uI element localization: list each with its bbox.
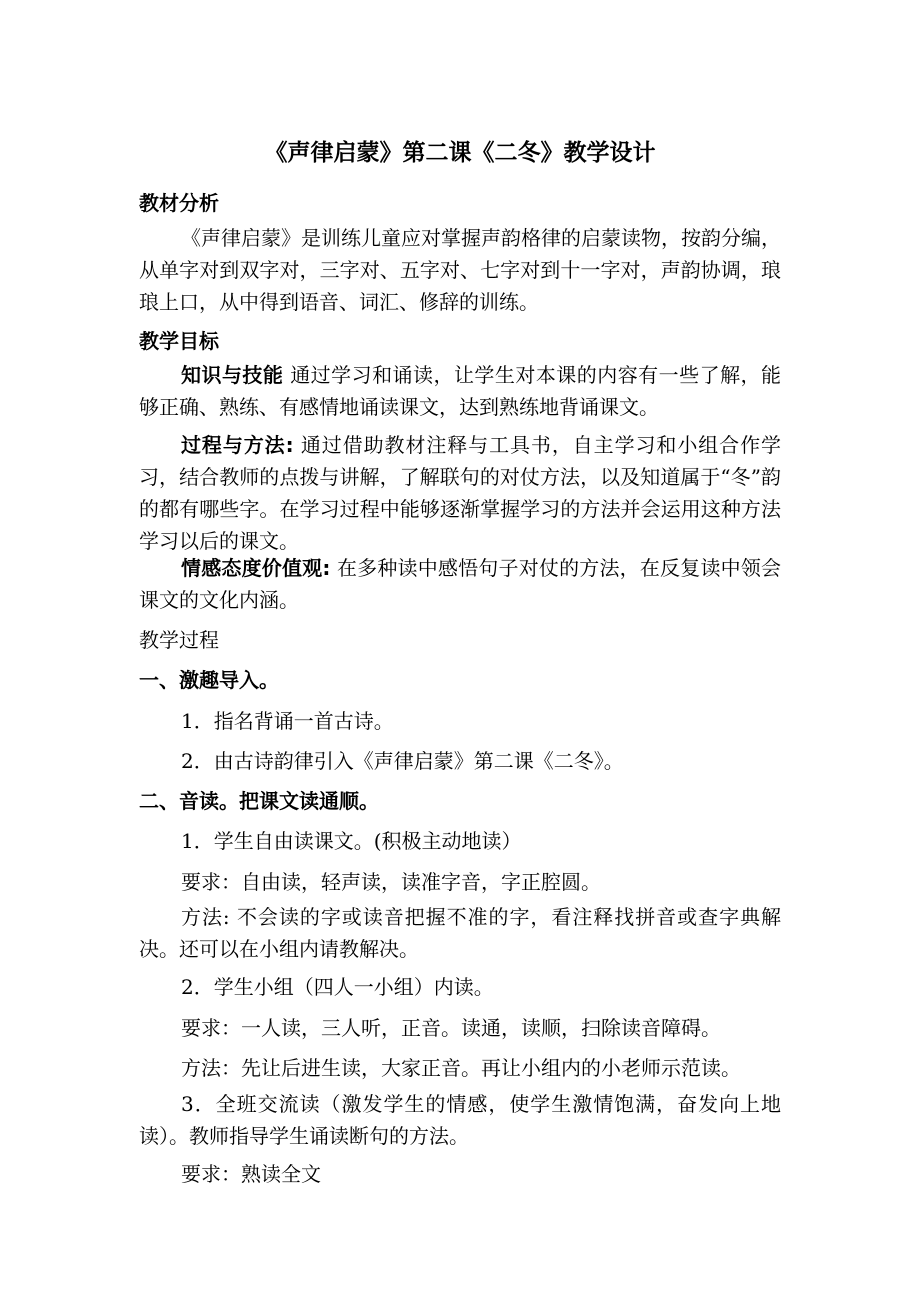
material-paragraph: 《声律启蒙》是训练儿童应对掌握声韵格律的启蒙读物，按韵分编，从单字对到双字对，三字对、五字对、七字对到十一字对，声韵协调，琅琅上口，从中得到语音、词汇、修辞的训练。 <box>139 226 781 314</box>
goal-process-paragraph <box>139 429 781 557</box>
part2-item-1: 1．学生自由读课文。(积极主动地读） <box>181 829 522 853</box>
goal-process-text: 通过借助教材注释与工具书，自主学习和小组合作学习，结合教师的点拨与讲解，了解联句的对仗方法，以及知道属于“冬”韵的都有哪些字。在学习过程中能够逐渐掌握学习的方法并会运用这种方法学习以后的课文。 <box>139 433 782 553</box>
document-title: 《声律启蒙》第二课《二冬》教学设计 <box>264 140 656 166</box>
section-heading-goals: 教学目标 <box>139 329 219 353</box>
part2-item-1-method: 方法: 不会读的字或读音把握不准的字，看注释找拼音或查字典解决。还可以在小组内请教解决。 <box>139 905 781 961</box>
part2-item-2-method: 方法：先让后进生读，大家正音。再让小组内的小老师示范读。 <box>181 1056 741 1080</box>
goal-knowledge-label: 知识与技能 <box>181 363 284 387</box>
goal-process-label: 过程与方法: <box>181 433 294 457</box>
part1-item-1: 1．指名背诵一首古诗。 <box>181 709 394 733</box>
part1-heading: 一、激趣导入。 <box>139 668 279 692</box>
goal-knowledge-text: 通过学习和诵读，让学生对本课的内容有一些了解，能够正确、熟练、有感情地诵读课文，达到熟练地背诵课文。 <box>139 363 782 419</box>
goal-emotion-text: 在多种读中感悟句子对仗的方法，在反复读中领会课文的文化内涵。 <box>139 556 782 612</box>
part2-item-3-requirement: 要求：熟读全文 <box>181 1162 321 1186</box>
goal-emotion-paragraph <box>139 552 781 616</box>
part2-item-2-requirement: 要求：一人读，三人听，正音。读通，读顺，扫除读音障碍。 <box>181 1016 721 1040</box>
part2-item-1-requirement: 要求：自由读，轻声读，读准字音，字正腔圆。 <box>181 870 601 894</box>
part2-item-2: 2．学生小组（四人一小组）内读。 <box>181 975 494 999</box>
goal-emotion-label: 情感态度价值观: <box>181 556 331 580</box>
part2-heading: 二、音读。把课文读通顺。 <box>139 789 379 813</box>
goal-knowledge-paragraph <box>139 359 781 423</box>
part1-item-2: 2．由古诗韵律引入《声律启蒙》第二课《二冬》。 <box>181 749 624 773</box>
section-heading-material: 教材分析 <box>139 191 219 215</box>
part2-item-3: 3．全班交流读（激发学生的情感，使学生激情饱满，奋发向上地读）。教师指导学生诵读断句的方法。 <box>139 1092 781 1148</box>
section-heading-process: 教学过程 <box>139 628 219 652</box>
